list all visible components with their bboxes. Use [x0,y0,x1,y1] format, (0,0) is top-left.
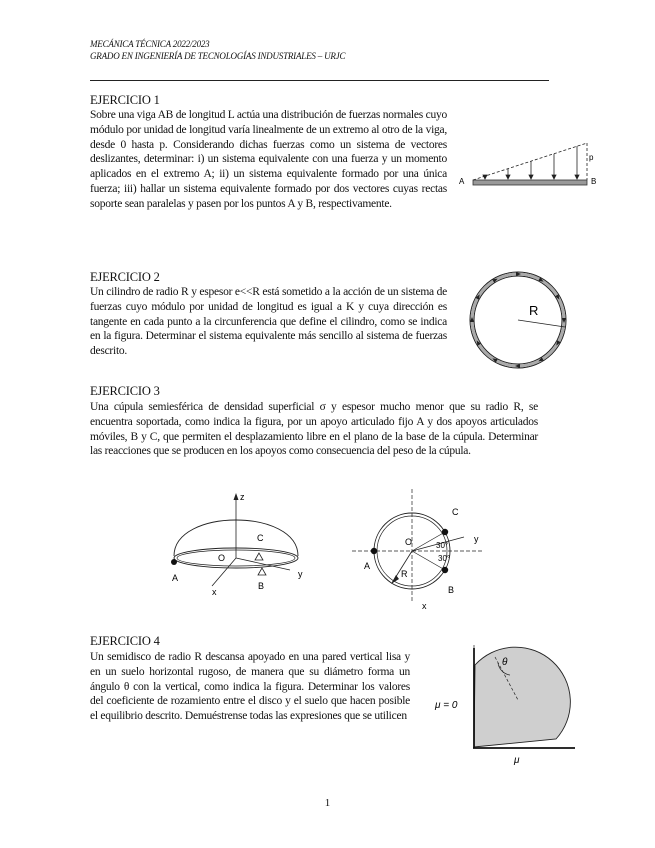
exercise-4-text: Un semidisco de radio R descansa apoyado en una pared vertical lisa y en un suelo horizontal rugoso, de manera que su diámetro forma un ángulo θ con la vertical, como indica la figura. Determinar los valores del coeficiente de rozamiento entre el disco y el suelo que hacen posible el equilibrio descrito. Demuéstrense todas las expresiones que se utilicen [90,651,410,723]
label-mu-wall: μ = 0 [435,700,458,711]
support-b [258,568,266,575]
label-x: x [212,587,217,597]
angle-label-2: 30° [438,554,451,563]
exercise-2-text: Un cilindro de radio R y espesor e<<R está sometido a la acción de un sistema de fuerzas cuyo módulo por unidad de longitud es igual a K y cuya dirección es tangente en cada punto a la circunferencia que define el cilindro, como se indica en la figura. Determinar el sistema equivalente más sencillo al sistema de fuerzas descrito. [90,286,447,358]
label-c: C [452,507,459,517]
radius-line [518,320,565,327]
label-p: p [589,153,594,162]
support-a [171,559,177,565]
label-mu-floor: μ [514,755,520,766]
exercise-1-text: Sobre una viga AB de longitud L actúa una distribución de fuerzas normales cuyo módulo por unidad de longitud varía linealmente de un extremo al otro de la viga, desde 0 hasta p. Considerando dichas fuerzas como un sistema de vectores deslizantes, determinar: i) un sistema equivalente con una fuerza y un momento aplicados en el extremo A; ii) un sistema equivalente formado por una única fuerza; iii) hallar un sistema equivalente formado por dos vectores cuyas rectas soporte sean paralelas y pasen por los puntos A y B, respectivamente. [90,109,447,210]
label-b: B [448,585,455,595]
beam-load-figure [455,140,605,200]
label-a: A [459,177,465,186]
label-x: x [422,601,427,611]
header-course: MECÁNICA TÉCNICA 2022/2023 [90,39,210,49]
label-o: O [218,553,226,563]
label-a: A [172,573,179,583]
page-number: 1 [324,797,331,809]
page-header [90,38,345,62]
label-b: B [258,581,265,591]
support-c [255,553,263,560]
dome-plan-figure [352,485,492,615]
exercise-3-title: EJERCICIO 3 [90,384,160,398]
z-arrow [234,493,239,500]
label-r: R [401,569,408,579]
exercise-1-title: EJERCICIO 1 [90,93,160,107]
angle-label-1: 30° [436,541,449,550]
dome-perspective-figure [160,488,330,598]
label-o: O [405,537,413,547]
support-c [442,529,448,535]
load-line [473,143,587,180]
semidisk-figure [430,645,580,770]
beam [473,180,587,185]
header-rule [90,80,549,81]
header-degree: GRADO EN INGENIERÍA DE TECNOLOGÍAS INDUSTRIALES – URJC [90,51,346,61]
semidisk [474,647,570,747]
exercise-2-title: EJERCICIO 2 [90,270,160,284]
label-z: z [240,492,245,502]
support-b [442,567,448,573]
label-y: y [298,569,303,579]
exercise-4-title: EJERCICIO 4 [90,634,160,648]
label-a: A [364,561,371,571]
load-arrows [483,146,579,179]
label-y: y [474,534,479,544]
label-theta: θ [502,657,508,668]
cylinder-figure [463,265,573,375]
label-c: C [257,533,264,543]
exercise-3-text: Una cúpula semiesférica de densidad superficial σ y espesor mucho menor que su radio R, se encuentra soportada, como indica la figura, por un apoyo articulado fijo A y dos apoyos articulados móviles, B y C, que permiten el desplazamiento libre en el plano de la base de la cúpula. Determinar las reacciones que se producen en los apoyos como consecuencia del peso de la cúpula. [90,401,538,458]
label-b: B [591,177,597,186]
label-r: R [529,303,539,318]
support-a [371,548,377,554]
